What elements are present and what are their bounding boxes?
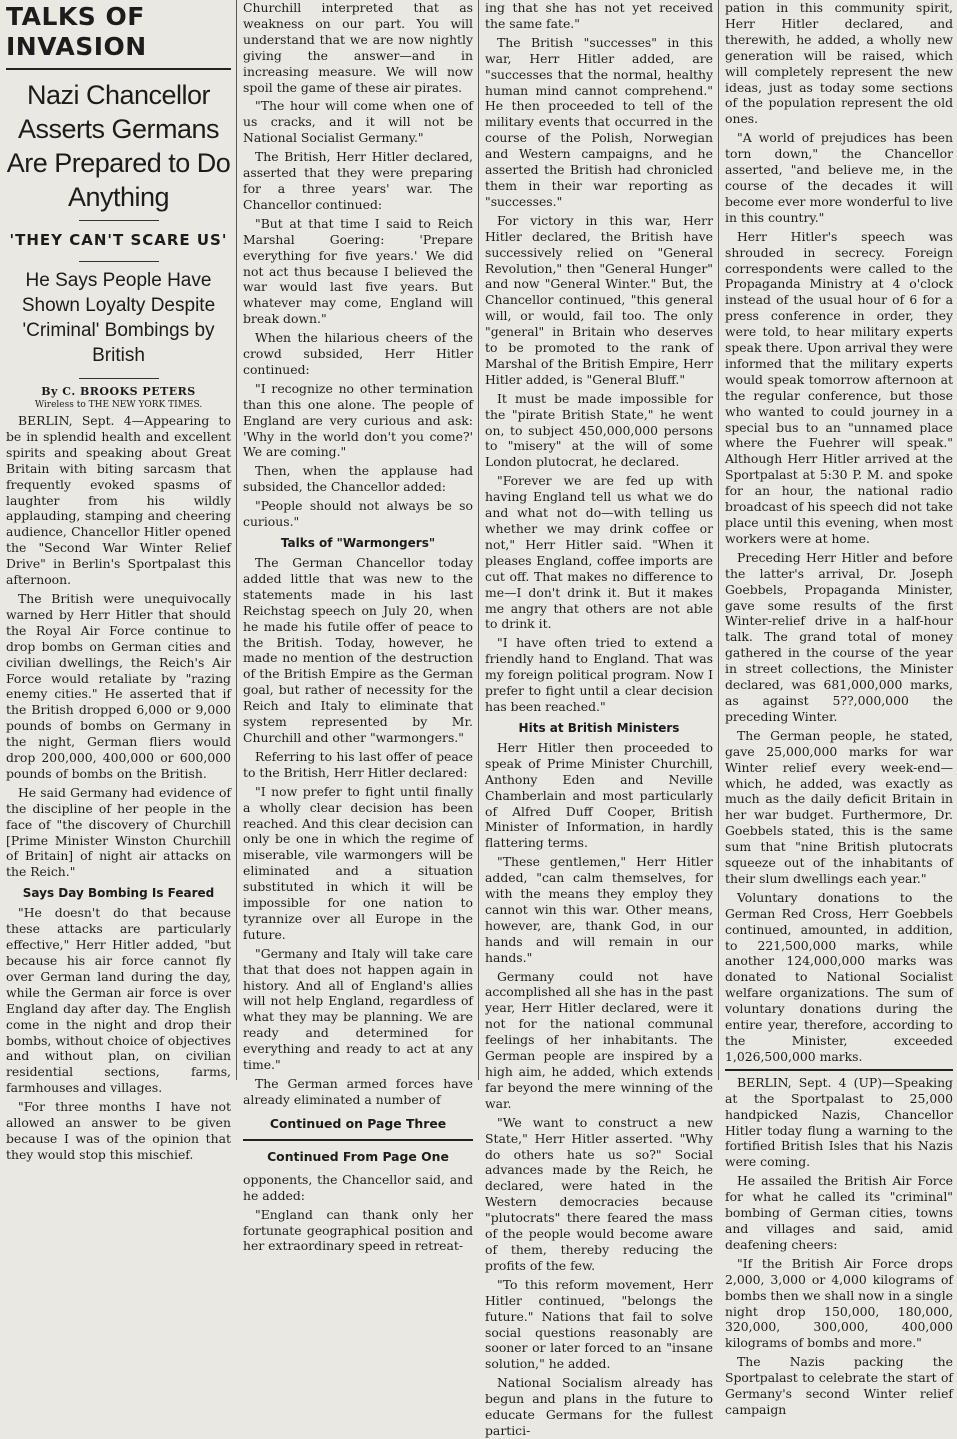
paragraph: Churchill interpreted that as weakness on our part. You will understand that we are now nightly giving the answer—and in increasing measure. We will now spoil the game of these air pirates. xyxy=(243,0,473,95)
paragraph: "But at that time I said to Reich Marshal Goering: 'Prepare everything for five years.' We did not act thus because I believed the war would last five years. But whatever may come, England will break down." xyxy=(243,215,473,327)
paragraph: He assailed the British Air Force for what he called its "criminal" bombing of German cities, towns and villages and said, amid deafening cheers: xyxy=(725,1173,953,1252)
headline-deck-2: 'THEY CAN'T SCARE US' xyxy=(9,231,228,249)
paragraph: "Forever we are fed up with having England tell us what we do and what not do—with telling us whether we may drink coffee or not," Herr Hitler said. "When it pleases England, coffee imports are cut off. That makes no difference to me—I don't drink it. But it makes me angry that others are not able to drink it. xyxy=(485,473,713,632)
paragraph: Germany could not have accomplished all she has in the past year, Herr Hitler declared, were it not for the national communal feelings of her inhabitants. The German people are inspired by a high aim, he added, which extends far beyond the mere winning of the war. xyxy=(485,968,713,1111)
paragraph: The British, Herr Hitler declared, asserted that they were preparing for a three years' war. The Chancellor continued: xyxy=(243,149,473,212)
paragraph: For victory in this war, Herr Hitler declared, the British have successively relied on "General Revolution," then "General Hunger" and now "General Winter." But, the Chancellor continued, "this general will, or would, fail too. The only "general" in Britain who deserves to be promoted to the rank of Marshal of the British Empire, Herr Hitler added, is "General Bluff." xyxy=(485,212,713,387)
paragraph: The British were unequivocally warned by Herr Hitler that should the Royal Air Force continue to drop bombs on German cities and civilian dwellings, the Reich's Air Force would retaliate by "razing enemy cities." He asserted that if the British dropped 6,000 or 9,000 pounds of bombs on Germany in the night, German fliers would drop 200,000, 400,000 or 600,000 pounds of bombs on the British. xyxy=(6,590,231,781)
jump-line-continued-on: Continued on Page Three xyxy=(269,1115,447,1131)
paragraph: pation in this community spirit, Herr Hitler declared, and therewith, he added, a wholly new generation will be raised, which will completely represent the new ideas, just as today some sections of the population represent the old ones. xyxy=(725,0,953,127)
paragraph: "The hour will come when one of us cracks, and it will not be National Socialist Germany." xyxy=(243,98,473,146)
paragraph: When the hilarious cheers of the crowd subsided, Herr Hitler continued: xyxy=(243,330,473,377)
paragraph: "Germany and Italy will take care that that does not happen again in history. And all of England's allies will not help England, regardless of what they may be planning. We are ready and determined for everything and ready to act at any time." xyxy=(243,945,473,1073)
paragraph: ing that she has not yet received the same fate." xyxy=(485,0,713,31)
divider xyxy=(725,1069,953,1071)
paragraph: The German Chancellor today added little that was new to the statements made in his last Reichstag speech on July 20, when he made his futile offer of peace to the British. Today, however, he made no mention of the destruction of the British Empire as the German goal, but rather of necessity for the Reich and Italy to eliminate that system represented by Mr. Churchill and other "warmongers." xyxy=(243,555,473,745)
paragraph: Herr Hitler's speech was shrouded in secrecy. Foreign correspondents were called to the Propaganda Ministry at 4 o'clock instead of the usual hour of 6 for a press conference in order, they were told, to hear military experts speak there. Upon arrival they were informed that the military experts would speak tomorrow afternoon at the regular conference, but those who wanted to could journey in a special bus to an "unnamed place where the Fuehrer will speak." Although Herr Hitler arrived at the Sportpalast at 5:30 P. M. and spoke for an hour, the national radio broadcast of his speech did not take place until this evening, when most workers were at home. xyxy=(725,228,953,546)
column-2 xyxy=(239,0,477,1254)
subhead: Says Day Bombing Is Feared xyxy=(22,886,215,901)
paragraph: "If the British Air Force drops 2,000, 3,000 or 4,000 kilograms of bombs then we shall now in a single night drop 150,000, 180,000, 320,000, 300,000, 400,000 kilograms of bombs and more." xyxy=(725,1255,953,1351)
divider xyxy=(79,378,159,379)
subhead: Hits at British Ministers xyxy=(518,720,680,735)
paragraph: He said Germany had evidence of the discipline of her people in the face of "the discovery of Churchill [Prime Minister Winston Churchill of Britain] of night air attacks on the Reich." xyxy=(6,784,231,880)
column-rule xyxy=(478,0,479,1080)
paragraph: Voluntary donations to the German Red Cross, Herr Goebbels continued, amounted, in addition, to 221,500,000 marks, while another 124,000,000 marks was donated to National Socialist welfare organizations. The sum of voluntary donations during the entire year, therefore, according to the Minister, exceeded 1,026,500,000 marks. xyxy=(725,889,953,1064)
column-3 xyxy=(481,0,717,1438)
paragraph: Herr Hitler then proceeded to speak of Prime Minister Churchill, Anthony Eden and Neville Chamberlain and most particularly of Alfred Duff Cooper, British Minister of Information, in hardly flattering terms. xyxy=(485,739,713,851)
paragraph: The Nazis packing the Sportpalast to celebrate the start of Germany's second Winter relief campaign xyxy=(725,1354,953,1417)
divider xyxy=(79,220,159,221)
subhead: Talks of "Warmongers" xyxy=(280,536,436,550)
headline-deck-1: Nazi Chancellor Asserts Germans Are Prepared to Do Anything xyxy=(6,80,231,212)
paragraph: "These gentlemen," Herr Hitler added, "can calm themselves, for with the means they employ they cannot win this war. Other means, however, are, thank God, in our hands and will remain in our hands." xyxy=(485,854,713,965)
paragraph: The German armed forces have already eliminated a number of xyxy=(243,1076,473,1107)
column-4 xyxy=(721,0,957,1417)
paragraph: "To this reform movement, Herr Hitler continued, "belongs the future." Nations that fail to solve social questions reasonably are sooner or later forced to an "insane solution," he added. xyxy=(485,1276,713,1372)
paragraph: "He doesn't do that because these attacks are particularly effective," Herr Hitler added, "but because his air force cannot fly over German land during the day, while the German air force is over England day after day. The English come in the night and drop their bombs, without choice of objectives and without plan, on civilian residential sections, farms, farmhouses and villages. xyxy=(6,905,231,1096)
column-rule xyxy=(718,0,719,1080)
paragraph: BERLIN, Sept. 4 (UP)—Speaking at the Sportpalast to 25,000 handpicked Nazis, Chancellor Hitler today flung a warning to the fortified British Isles that his Nazis were coming. xyxy=(725,1074,953,1170)
paragraph: "I now prefer to fight until finally a wholly clear decision has been reached. And this clear decision can only be one in which the regime of miserable, vile warmongers will be eliminated and a situation substituted in which it will be impossible for one nation to tyrannize over all Europe in the future. xyxy=(243,783,473,942)
column-1 xyxy=(0,0,235,1162)
paragraph: "A world of prejudices has been torn down," the Chancellor asserted, "and believe me, in the course of the decades it will become ever more wonderful to live in this country." xyxy=(725,130,953,225)
paragraph: "I have often tried to extend a friendly hand to England. That was my foreign political program. Now I prefer to fight until a clear decision has been reached." xyxy=(485,635,713,714)
paragraph: The German people, he stated, gave 25,000,000 marks for war Winter relief every week-end—which, he added, was exactly as much as the daily deficit Britain in her war budget. Furthermore, Dr. Goebbels stated, this is the same sum that "nine British plutocrats squeeze out of the inhabitants of their slum dwellings each year." xyxy=(725,727,953,886)
divider xyxy=(6,68,231,70)
paragraph: The British "successes" in this war, Herr Hitler added, are "successes that the normal, healthy human mind cannot comprehend." He then proceeded to tell of the military events that occurred in the course of the Polish, Norwegian and Western campaigns, and he asserted the British had chronicled them in their war reporting as "successes." xyxy=(485,34,713,209)
divider xyxy=(243,1139,473,1141)
paragraph: "We want to construct a new State," Herr Hitler asserted. "Why do others hate us so?" Social advances made by the Reich, he declared, were hated in the Western democracies because "plutocrats" there feared the mass of the people would become aware of them, thereby reducing the profits of the few. xyxy=(485,1114,713,1273)
paragraph: Preceding Herr Hitler and before the latter's arrival, Dr. Joseph Goebbels, Propaganda Minister, gave some results of the first Winter-relief drive in a half-hour talk. The grand total of money gathered in the course of the year in street collections, the Minister declared, was 681,000,000 marks, as against 5??,000,000 the preceding Winter. xyxy=(725,549,953,724)
paragraph: opponents, the Chancellor said, and he added: xyxy=(243,1171,473,1203)
paragraph: "England can thank only her fortunate geographical position and her extraordinary speed in retreat- xyxy=(243,1206,473,1254)
paragraph: Then, when the applause had subsided, the Chancellor added: xyxy=(243,463,473,495)
headline-deck-3: He Says People Have Shown Loyalty Despite 'Criminal' Bombings by British xyxy=(21,270,216,366)
wire-credit: Wireless to THE NEW YORK TIMES. xyxy=(34,400,203,410)
top-headline: TALKS OF INVASION xyxy=(6,2,147,61)
column-rule xyxy=(236,0,237,1080)
paragraph: "People should not always be so curious." xyxy=(243,498,473,530)
paragraph: BERLIN, Sept. 4—Appearing to be in splendid health and excellent spirits and speaking about Great Britain with biting sarcasm that frequently evoked spasms of laughter from his wildly applauding, stamping and cheering audience, Chancellor Hitler opened the "Second War Winter Relief Drive" in Berlin's Sportpalast this afternoon. xyxy=(6,413,231,588)
paragraph: "I recognize no other termination than this one alone. The people of England are very curious and ask: 'Why in the world don't you come?' We are coming." xyxy=(243,380,473,460)
paragraph: Referring to his last offer of peace to the British, Herr Hitler declared: xyxy=(243,748,473,780)
paragraph: It must be made impossible for the "pirate British State," he went on, to subject 450,000,000 persons to "misery" at the will of some London plutocrat, he declared. xyxy=(485,390,713,470)
jump-line-continued-from: Continued From Page One xyxy=(267,1148,449,1164)
divider xyxy=(79,261,159,262)
paragraph: "For three months I have not allowed an answer to be given because I was of the opinion that they would stop this mischief. xyxy=(6,1099,231,1162)
paragraph: National Socialism already has begun and plans in the future to educate Germans for the fullest partici- xyxy=(485,1375,713,1438)
byline: By C. BROOKS PETERS xyxy=(41,385,196,398)
